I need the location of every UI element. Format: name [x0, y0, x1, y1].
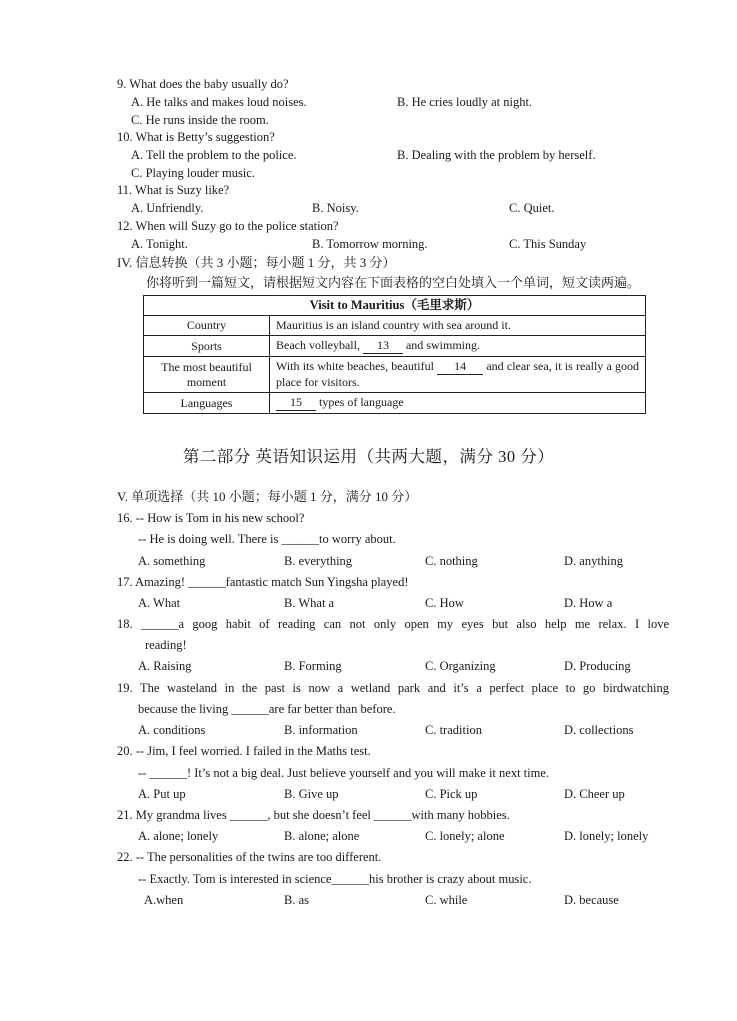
q22-line1: 22. -- The personalities of the twins are too different. [117, 850, 382, 864]
q18-option-c: C. Organizing [425, 659, 496, 673]
table-row [144, 336, 646, 357]
q17-option-c: C. How [425, 596, 464, 610]
info-table [143, 295, 646, 414]
table-row [144, 393, 646, 414]
q21-option-d: D. lonely; lonely [564, 829, 649, 843]
row-text-pre: With its white beaches, beautiful [276, 359, 438, 373]
q20-line1: 20. -- Jim, I feel worried. I failed in the Maths test. [117, 744, 371, 758]
q9-stem: 9. What does the baby usually do? [117, 77, 289, 91]
q17-line1: 17. Amazing! ______fantastic match Sun Yingsha played! [117, 575, 409, 589]
row-value [270, 357, 646, 393]
q18-line2: reading! [145, 638, 187, 652]
q19-option-c: C. tradition [425, 723, 482, 737]
q19-option-a: A. conditions [138, 723, 206, 737]
q10-option-a: A. Tell the problem to the police. [131, 148, 297, 162]
row-key: Country [144, 316, 270, 336]
q16-option-b: B. everything [284, 554, 353, 568]
q16-line2: -- He is doing well. There is ______to worry about. [138, 532, 396, 546]
row-key: Sports [144, 336, 270, 357]
row-key: Languages [144, 393, 270, 414]
q21-option-b: B. alone; alone [284, 829, 360, 843]
row-value [270, 393, 646, 414]
q21-option-a: A. alone; lonely [138, 829, 219, 843]
blank-14[interactable]: 14 [437, 359, 483, 375]
q16-option-d: D. anything [564, 554, 624, 568]
q18-option-d: D. Producing [564, 659, 631, 673]
part2-title: 第二部分 英语知识运用（共两大题，满分 30 分） [182, 447, 555, 466]
q22-option-c: C. while [425, 893, 468, 907]
row-text-post: and clear sea, it is really a good place for visitors. [276, 359, 639, 389]
row-value [270, 336, 646, 357]
q9-option-b: B. He cries loudly at night. [397, 95, 533, 109]
q12-option-a: A. Tonight. [131, 237, 188, 251]
section4-heading: IV. 信息转换（共 3 小题；每小题 1 分，共 3 分） [117, 255, 396, 270]
q18-option-b: B. Forming [284, 659, 342, 673]
blank-13[interactable]: 13 [363, 338, 403, 354]
table-row [144, 316, 646, 336]
q17-option-d: D. How a [564, 596, 613, 610]
table-title: Visit to Mauritius（毛里求斯） [144, 296, 646, 316]
q12-option-c: C. This Sunday [509, 237, 587, 251]
section4-instruction: 你将听到一篇短文，请根据短文内容在下面表格的空白处填入一个单词，短文读两遍。 [146, 275, 641, 290]
q22-line2: -- Exactly. Tom is interested in science______his brother is crazy about music. [138, 872, 532, 886]
q11-option-b: B. Noisy. [312, 201, 359, 215]
q19-line2: because the living ______are far better than before. [138, 702, 396, 716]
section5-heading: V. 单项选择（共 10 小题；每小题 1 分，满分 10 分） [117, 489, 418, 504]
q9-option-a: A. He talks and makes loud noises. [131, 95, 307, 109]
q18-option-a: A. Raising [138, 659, 192, 673]
row-text-post: types of language [316, 395, 404, 409]
q11-option-a: A. Unfriendly. [131, 201, 204, 215]
q10-option-b: B. Dealing with the problem by herself. [397, 148, 596, 162]
q16-option-c: C. nothing [425, 554, 478, 568]
q22-option-d: D. because [564, 893, 619, 907]
row-value: Mauritius is an island country with sea around it. [270, 316, 646, 336]
q22-option-b: B. as [284, 893, 309, 907]
q19-option-b: B. information [284, 723, 358, 737]
row-key: The most beautiful moment [144, 357, 270, 393]
q11-stem: 11. What is Suzy like? [117, 183, 230, 197]
q19-option-d: D. collections [564, 723, 634, 737]
q11-option-c: C. Quiet. [509, 201, 555, 215]
row-text-post: and swimming. [402, 338, 480, 352]
q17-option-a: A. What [138, 596, 181, 610]
q21-option-c: C. lonely; alone [425, 829, 505, 843]
q22-option-a: A.when [144, 893, 184, 907]
q20-option-a: A. Put up [138, 787, 186, 801]
q10-stem: 10. What is Betty’s suggestion? [117, 130, 275, 144]
q20-option-b: B. Give up [284, 787, 339, 801]
q12-stem: 12. When will Suzy go to the police station? [117, 219, 339, 233]
table-row [144, 357, 646, 393]
q20-line2: -- ______! It’s not a big deal. Just believe yourself and you will make it next time. [138, 766, 550, 780]
q17-option-b: B. What a [284, 596, 335, 610]
q19-line1: 19. The wasteland in the past is now a wetland park and it’s a perfect place to go birdwatching [117, 681, 669, 695]
q9-option-c: C. He runs inside the room. [131, 113, 269, 127]
q16-option-a: A. something [138, 554, 206, 568]
q21-line1: 21. My grandma lives ______, but she doesn’t feel ______with many hobbies. [117, 808, 510, 822]
q10-option-c: C. Playing louder music. [131, 166, 255, 180]
q18-line1: 18. ______a goog habit of reading can not only open my eyes but also help me relax. I love [117, 617, 669, 631]
row-text-pre: Beach volleyball, [276, 338, 363, 352]
q20-option-d: D. Cheer up [564, 787, 625, 801]
q12-option-b: B. Tomorrow morning. [312, 237, 428, 251]
blank-15[interactable]: 15 [276, 395, 316, 411]
q20-option-c: C. Pick up [425, 787, 478, 801]
q16-line1: 16. -- How is Tom in his new school? [117, 511, 305, 525]
